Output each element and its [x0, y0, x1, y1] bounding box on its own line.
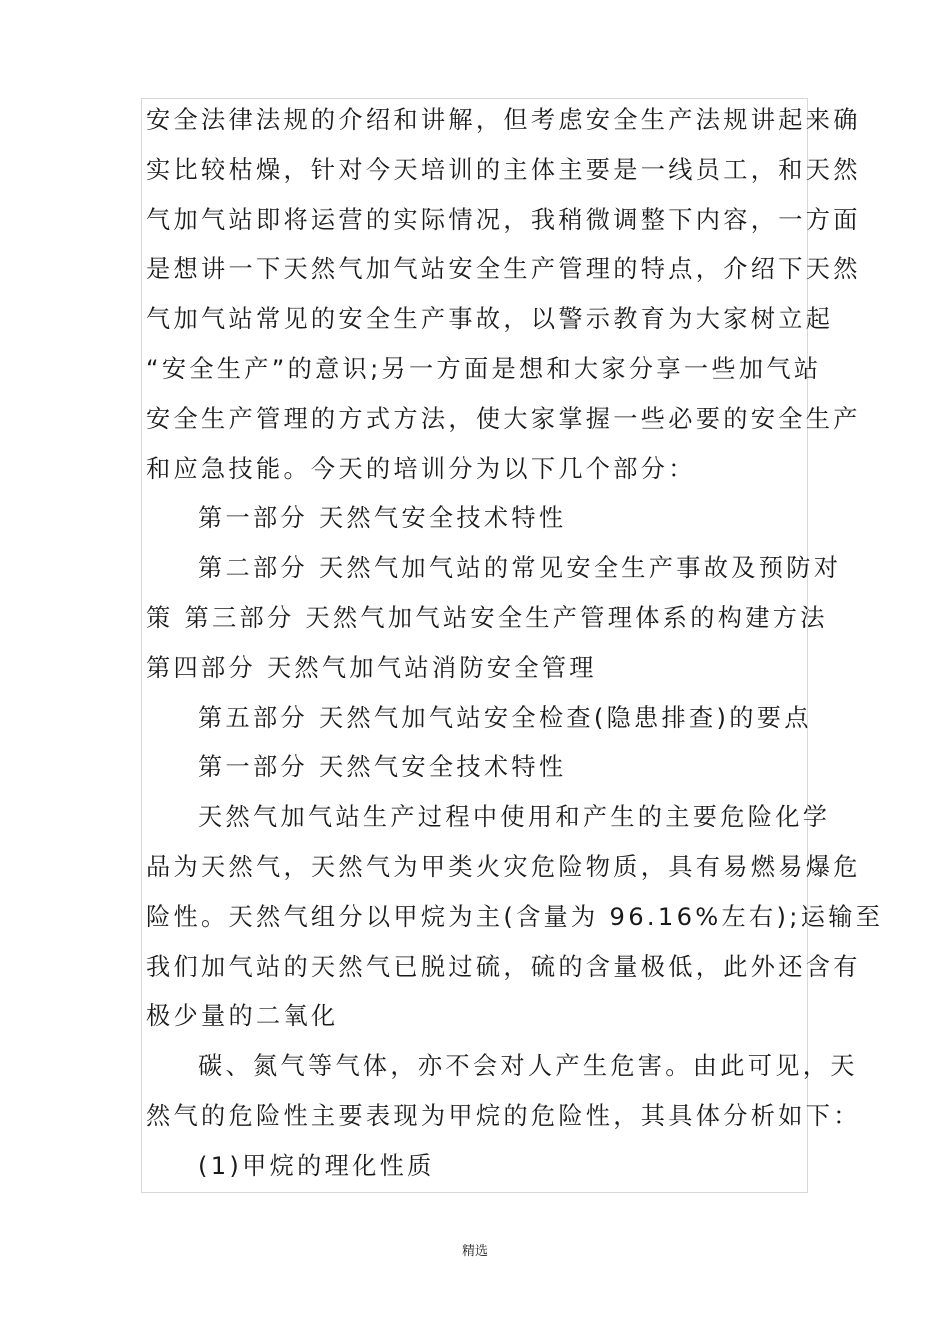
text-line: 气加气站常见的安全生产事故，以警示教育为大家树立起	[146, 305, 834, 334]
text-line: 极少量的二氧化	[146, 1002, 339, 1031]
text-line: 第一部分 天然气安全技术特性	[198, 753, 567, 782]
text-line: 险性。天然气组分以甲烷为主(含量为 96.16%左右);运输至	[146, 902, 884, 931]
text-line: 第二部分 天然气加气站的常见安全生产事故及预防对	[198, 554, 842, 583]
text-line: 品为天然气，天然气为甲类火灾危险物质，具有易燃易爆危	[146, 852, 861, 881]
text-line: 策 第三部分 天然气加气站安全生产管理体系的构建方法	[146, 603, 828, 632]
page-footer-label: 精选	[461, 1244, 488, 1259]
text-line: 第四部分 天然气加气站消防安全管理	[146, 653, 597, 682]
text-line: 第五部分 天然气加气站安全检查(隐患排查)的要点	[198, 703, 812, 732]
text-line: 气加气站即将运营的实际情况，我稍微调整下内容，一方面	[146, 205, 861, 234]
text-line: “安全生产”的意识;另一方面是想和大家分享一些加气站	[146, 354, 822, 383]
text-line: 碳、氮气等气体，亦不会对人产生危害。由此可见，天	[198, 1052, 858, 1081]
text-line: 是想讲一下天然气加气站安全生产管理的特点，介绍下天然	[146, 255, 861, 284]
document-body	[146, 96, 884, 1192]
text-line: 我们加气站的天然气已脱过硫，硫的含量极低，此外还含有	[146, 952, 861, 981]
text-line: 实比较枯燥，针对今天培训的主体主要是一线员工，和天然	[146, 155, 861, 184]
text-line: 天然气加气站生产过程中使用和产生的主要危险化学	[198, 803, 831, 832]
text-line: 第一部分 天然气安全技术特性	[198, 504, 567, 533]
text-line: (1)甲烷的理化性质	[198, 1151, 435, 1180]
text-line: 然气的危险性主要表现为甲烷的危险性，其具体分析如下：	[146, 1101, 861, 1130]
text-line: 安全生产管理的方式方法，使大家掌握一些必要的安全生产	[146, 404, 861, 433]
text-line: 安全法律法规的介绍和讲解，但考虑安全生产法规讲起来确	[146, 106, 861, 134]
text-line: 和应急技能。今天的培训分为以下几个部分：	[146, 454, 696, 483]
